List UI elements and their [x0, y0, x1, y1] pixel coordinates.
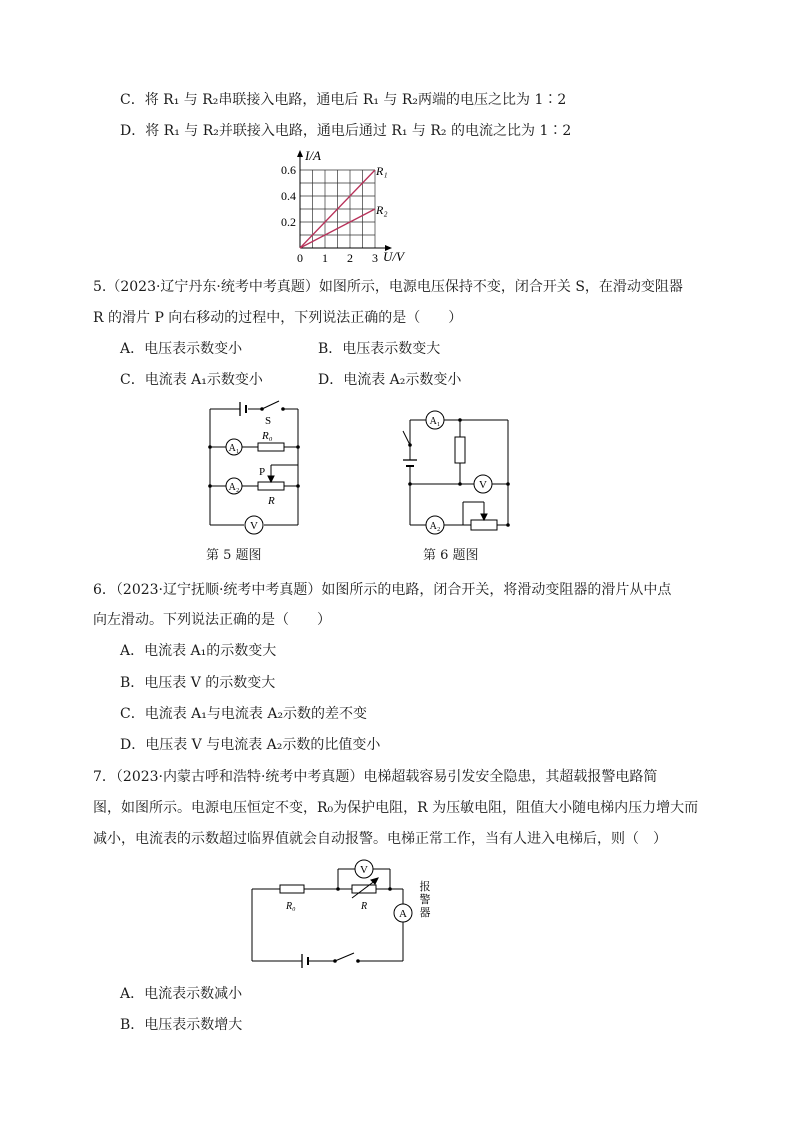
svg-text:V: V [250, 520, 258, 532]
fig5-circuit [200, 395, 310, 540]
r2-label: R₂ [376, 203, 388, 217]
q7-option-a: A．电流表示数减小 [120, 986, 243, 1002]
svg-text:A₂: A₂ [429, 521, 441, 532]
svg-text:A: A [399, 908, 407, 920]
q5-stem-1: 5.（2023·辽宁丹东·统考中考真题）如图所示，电源电压保持不变，闭合开关 S，在滑动变阻器 [93, 279, 683, 295]
q5-stem-2: R 的滑片 P 向右移动的过程中，下列说法正确的是（ ） [93, 310, 463, 326]
ammeter-a [394, 904, 412, 922]
r0-label: R₀ [262, 430, 273, 442]
y-tick-label: 0.4 [281, 189, 296, 203]
q4-option-d: D．将 R₁ 与 R₂并联接入电路，通电后通过 R₁ 与 R₂ 的电流之比为 1∶2 [120, 123, 572, 139]
ammeter-a2 [226, 478, 242, 494]
q7-stem-2: 图，如图所示。电源电压恒定不变，R₀为保护电阻，R 为压敏电阻，阻值大小随电梯内压力增大而 [93, 800, 699, 816]
ammeter-a2 [426, 516, 444, 534]
y-tick-label: 0.2 [281, 215, 296, 229]
r-label: R [361, 901, 368, 912]
x-tick-label: 3 [372, 251, 378, 265]
voltmeter-v [474, 475, 492, 493]
svg-text:A₂: A₂ [228, 482, 240, 493]
q6-option-a: A．电流表 A₁的示数变大 [120, 643, 277, 659]
svg-text:V: V [360, 864, 368, 876]
ammeter-a1 [426, 411, 444, 429]
q7-option-b: B．电压表示数增大 [120, 1017, 243, 1033]
fig7-circuit [240, 850, 440, 972]
voltmeter-v [245, 516, 263, 534]
q6-stem-2: 向左滑动。下列说法正确的是（ ） [93, 612, 331, 628]
q5-option-b: B．电压表示数变大 [318, 341, 441, 357]
q5-option-a: A．电压表示数变小 [120, 341, 243, 357]
q7-stem-3: 减小，电流表的示数超过临界值就会自动报警。电梯正常工作，当有人进入电梯后，则（ ） [93, 831, 667, 847]
q5-option-d: D．电流表 A₂示数变小 [318, 372, 462, 388]
svg-text:A₁: A₁ [228, 443, 240, 454]
x-tick-label: 1 [322, 251, 328, 265]
fig6-circuit [395, 405, 520, 540]
alarm-label: 报警器 [419, 881, 431, 919]
fig6-caption: 第 6 题图 [423, 548, 479, 563]
y-axis-label: I/A [305, 148, 321, 163]
r1-label: R₁ [376, 164, 388, 178]
svg-text:V: V [479, 479, 487, 491]
q6-stem-1: 6．（2023·辽宁抚顺·统考中考真题）如图所示的电路，闭合开关，将滑动变阻器的滑片从中点 [93, 582, 672, 598]
fig5-caption: 第 5 题图 [206, 548, 262, 563]
q6-option-b: B．电压表 V 的示数变大 [120, 675, 276, 691]
y-tick-label: 0.6 [281, 163, 296, 177]
r-label: R [268, 495, 275, 507]
svg-text:A₁: A₁ [429, 416, 441, 427]
r0-label: R₀ [286, 901, 296, 912]
switch-label: S [265, 415, 272, 427]
q6-option-c: C．电流表 A₁与电流表 A₂示数的差不变 [120, 706, 368, 722]
q4-option-c: C．将 R₁ 与 R₂串联接入电路，通电后 R₁ 与 R₂两端的电压之比为 1∶2 [120, 92, 567, 108]
q7-stem-1: 7．（2023·内蒙古呼和浩特·统考中考真题）电梯超载容易引发安全隐患，其超载报警电路简 [93, 769, 658, 785]
q6-option-d: D．电压表 V 与电流表 A₂示数的比值变小 [120, 737, 381, 753]
x-axis-label: U/V [383, 249, 404, 264]
x-tick-label: 2 [347, 251, 353, 265]
slider-label: P [259, 466, 266, 478]
iu-graph [270, 148, 420, 266]
voltmeter-v [355, 860, 373, 878]
q5-option-c: C．电流表 A₁示数变小 [120, 372, 263, 388]
ammeter-a1 [226, 439, 242, 455]
x-tick-label: 0 [297, 251, 303, 265]
